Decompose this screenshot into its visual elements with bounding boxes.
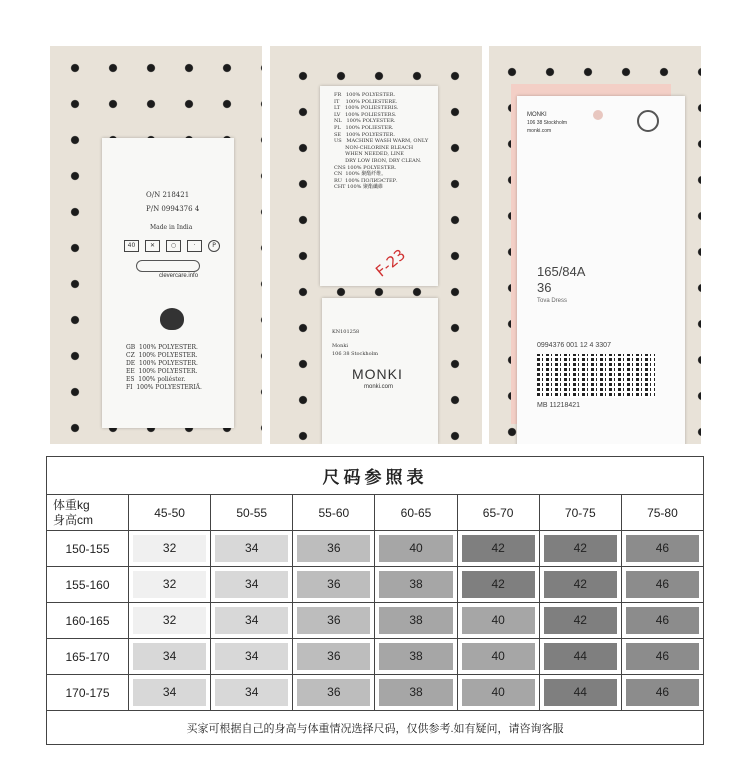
- corner-cell: [47, 495, 129, 531]
- label-code: KN101258: [332, 329, 360, 335]
- care-symbols: [124, 240, 220, 252]
- size-cell: 32: [133, 607, 206, 634]
- composition-line: WHEN NEEDED, LINE: [334, 151, 404, 158]
- size-cell: 42: [544, 571, 617, 598]
- tag-hole: [593, 110, 603, 120]
- size-cell: 34: [215, 607, 288, 634]
- size-cell: 34: [215, 679, 288, 706]
- hang-tag-photo: [489, 46, 701, 444]
- height-header: 身高cm: [53, 512, 93, 527]
- composition-line: FI 100% POLYESTERIÄ.: [126, 384, 202, 391]
- clevercare-badge: [136, 260, 200, 279]
- weight-column-header: 70-75: [539, 495, 621, 531]
- handwritten-mark: F-23: [372, 245, 410, 281]
- weight-column-header: 60-65: [375, 495, 457, 531]
- qr-code-icon: [537, 354, 655, 398]
- size-eu: 36: [537, 280, 552, 295]
- weight-header: 体重kg: [53, 497, 90, 512]
- size-cell: 46: [626, 535, 699, 562]
- weight-column-header: 55-60: [293, 495, 375, 531]
- compositions-list: [126, 344, 202, 392]
- wash-icon: 40: [124, 240, 139, 252]
- tag-address: 106 38 Stockholm: [527, 120, 568, 126]
- composition-line: SE 100% POLYESTER.: [334, 131, 395, 138]
- table-note: 买家可根据自己的身高与体重情况选择尺码，仅供参考.如有疑问，请咨询客服: [47, 711, 704, 745]
- label-company: Monki: [332, 343, 348, 349]
- recycle-icon: [637, 110, 659, 132]
- height-row-label: 170-175: [47, 675, 129, 711]
- composition-line: RU 100% ПОЛИЭСТЕР.: [334, 177, 398, 184]
- size-cell: 42: [544, 607, 617, 634]
- height-row-label: 165-170: [47, 639, 129, 675]
- tumble-dry-icon: ○: [166, 240, 181, 252]
- label-address: 106 38 Stockholm: [332, 351, 378, 357]
- size-cell: 46: [626, 679, 699, 706]
- composition-line: NL 100% POLYESTER.: [334, 118, 396, 125]
- weight-column-header: 75-80: [621, 495, 703, 531]
- size-cell: 36: [297, 571, 370, 598]
- size-cell: 42: [462, 535, 535, 562]
- size-cn: 165/84A: [537, 264, 586, 279]
- composition-line: US MACHINE WASH WARM, ONLY: [334, 138, 429, 145]
- composition-line: CHT 100% 聚酯纖維: [334, 184, 383, 191]
- product-name: Tova Dress: [537, 298, 568, 304]
- size-cell: 38: [379, 679, 452, 706]
- table-row: [47, 639, 704, 675]
- product-number: P/N 0994376 4: [146, 205, 200, 213]
- size-cell: 36: [297, 679, 370, 706]
- size-chart: [46, 456, 704, 745]
- size-cell: 34: [215, 643, 288, 670]
- height-row-label: 155-160: [47, 567, 129, 603]
- composition-line: LV 100% POLIESTERS.: [334, 111, 397, 118]
- size-cell: 42: [462, 571, 535, 598]
- composition-line: LT 100% POLIESTERIS.: [334, 105, 399, 112]
- size-cell: 38: [379, 571, 452, 598]
- weight-column-header: 65-70: [457, 495, 539, 531]
- weight-column-header: 50-55: [211, 495, 293, 531]
- size-cell: 34: [133, 679, 206, 706]
- table-title: 尺码参照表: [47, 457, 704, 495]
- size-cell: 36: [297, 643, 370, 670]
- composition-line: CZ 100% POLYESTER.: [126, 352, 198, 359]
- size-cell: 46: [626, 643, 699, 670]
- size-cell: 42: [544, 535, 617, 562]
- composition-label: [320, 86, 438, 286]
- size-cell: 40: [462, 607, 535, 634]
- height-row-label: 160-165: [47, 603, 129, 639]
- no-bleach-icon: ✕: [145, 240, 160, 252]
- size-cell: 38: [379, 607, 452, 634]
- size-cell: 34: [133, 643, 206, 670]
- table-row: [47, 531, 704, 567]
- size-cell: 40: [462, 643, 535, 670]
- iron-icon: ·: [187, 240, 202, 252]
- brand-logo: MONKI: [352, 366, 403, 382]
- table-row: [47, 567, 704, 603]
- table-header-row: [47, 495, 704, 531]
- care-label-photo: [50, 46, 262, 444]
- composition-line: ES 100% poliéster.: [126, 376, 186, 383]
- kiwi-bird-icon: [160, 308, 184, 330]
- size-cell: 46: [626, 607, 699, 634]
- composition-line: GB 100% POLYESTER.: [126, 344, 198, 351]
- size-cell: 40: [462, 679, 535, 706]
- height-row-label: 150-155: [47, 531, 129, 567]
- size-cell: 38: [379, 643, 452, 670]
- brand-site: monki.com: [364, 384, 394, 390]
- size-cell: 44: [544, 679, 617, 706]
- composition-line: CNS 100% POLYESTER.: [334, 164, 397, 171]
- size-cell: 40: [379, 535, 452, 562]
- weight-column-header: 45-50: [129, 495, 211, 531]
- order-number: MB 11218421: [537, 402, 581, 409]
- size-cell: 34: [215, 571, 288, 598]
- brand-label: [322, 298, 438, 444]
- composition-line: DE 100% POLYESTER.: [126, 360, 198, 367]
- clevercare-text: clevercare.info: [159, 273, 199, 279]
- tag-company: MONKI: [527, 112, 547, 118]
- composition-line: DRY LOW IRON, DRY CLEAN.: [334, 157, 422, 164]
- brand-label-photo: [270, 46, 482, 444]
- size-cell: 32: [133, 535, 206, 562]
- composition-line: EE 100% POLYESTER.: [126, 368, 198, 375]
- size-cell: 32: [133, 571, 206, 598]
- size-cell: 36: [297, 607, 370, 634]
- composition-line: FR 100% POLYESTER.: [334, 92, 396, 98]
- composition-line: PL 100% POLIESTER.: [334, 124, 394, 131]
- composition-line: IT 100% POLIESTERE.: [334, 98, 398, 105]
- size-cell: 34: [215, 535, 288, 562]
- order-number: O/N 218421: [146, 191, 190, 199]
- size-cell: 44: [544, 643, 617, 670]
- origin-text: Made in India: [150, 224, 193, 231]
- composition-list: [334, 92, 428, 191]
- article-number: 0994376 001 12 4 3307: [537, 342, 611, 349]
- table-row: [47, 675, 704, 711]
- composition-line: CN 100% 聚酯纤维。: [334, 171, 387, 178]
- tag-site: monki.com: [527, 128, 552, 134]
- dry-clean-icon: P: [208, 240, 220, 252]
- size-cell: 46: [626, 571, 699, 598]
- composition-line: NON-CHLORINE BLEACH: [334, 144, 414, 151]
- table-row: [47, 603, 704, 639]
- size-cell: 36: [297, 535, 370, 562]
- care-label: [102, 138, 234, 428]
- hang-tag: [517, 96, 685, 444]
